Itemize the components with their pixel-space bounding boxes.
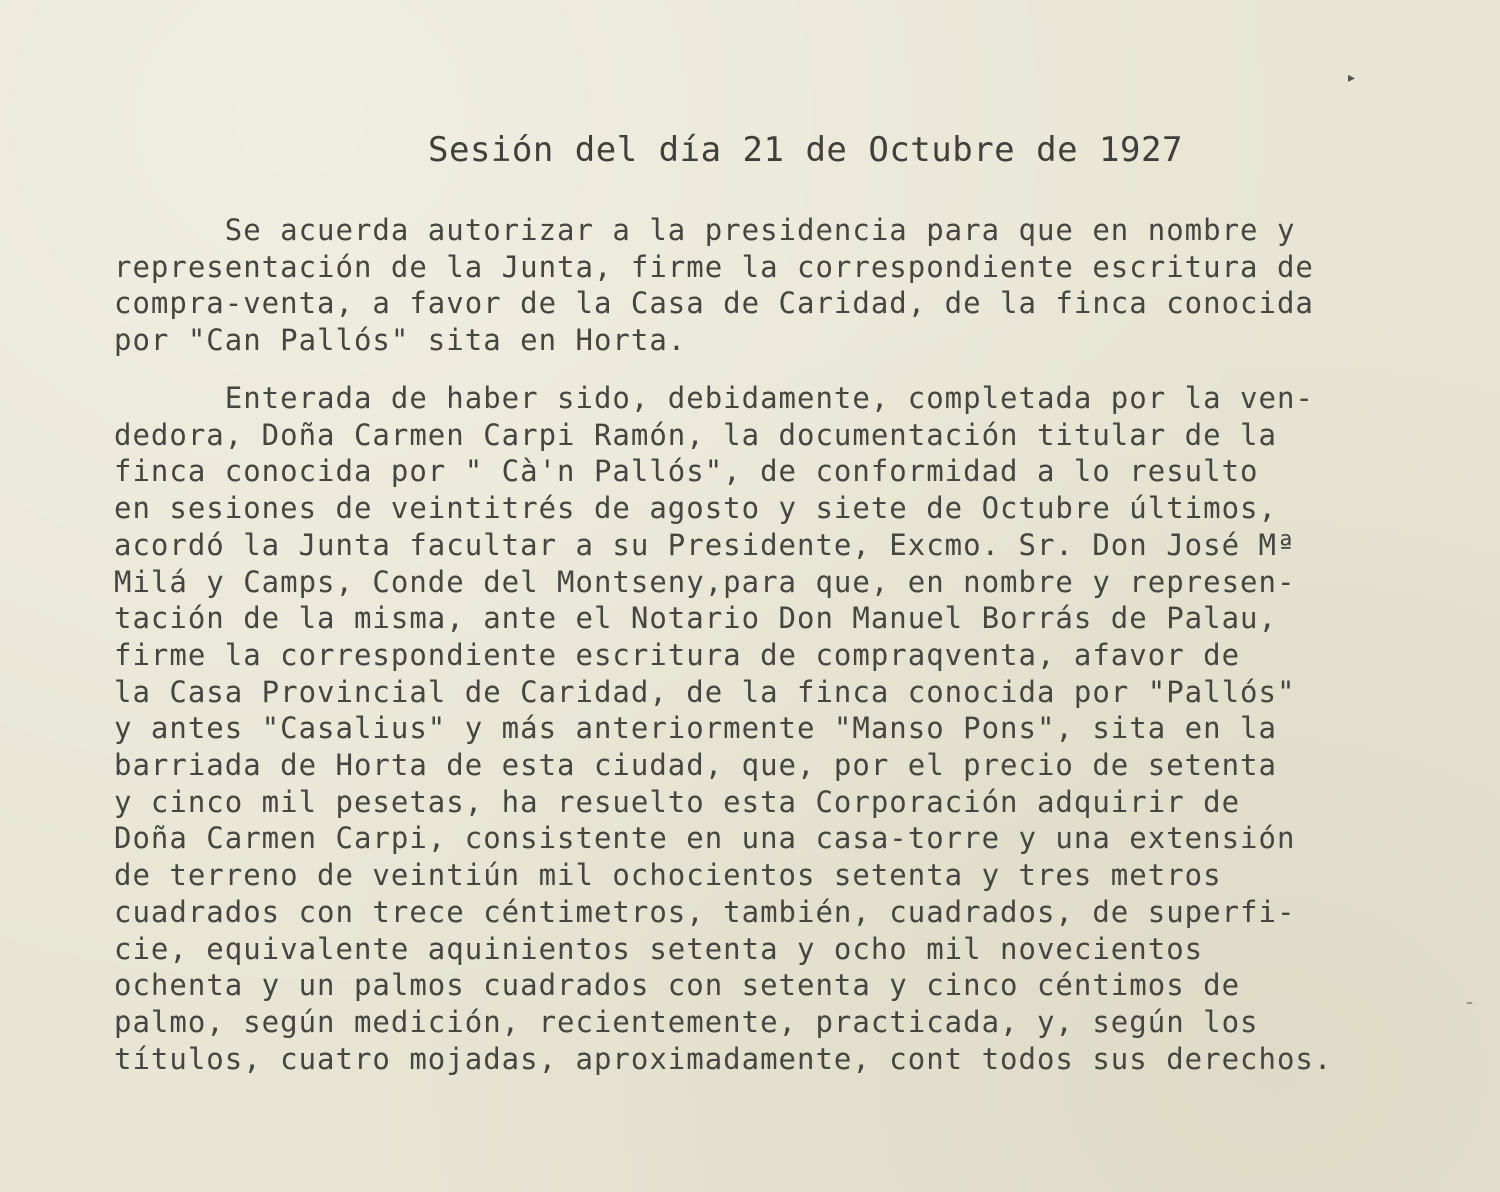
text-line: Doña Carmen Carpi, consistente en una casa-torre y una extensión bbox=[114, 821, 1296, 856]
text-line: en sesiones de veintitrés de agosto y siete de Octubre últimos, bbox=[114, 491, 1277, 526]
text-line: de terreno de veintiún mil ochocientos setenta y tres metros bbox=[114, 858, 1222, 893]
text-line: por "Can Pallós" sita en Horta. bbox=[114, 323, 687, 358]
text-line: Se acuerda autorizar a la presidencia para que en nombre y bbox=[114, 213, 1296, 247]
text-line: Milá y Camps, Conde del Montseny,para que, en nombre y represen- bbox=[114, 564, 1296, 599]
text-line: títulos, cuatro mojadas, aproximadamente, cont todos sus derechos. bbox=[114, 1041, 1333, 1076]
text-line: firme la correspondiente escritura de compraqventa, afavor de bbox=[114, 637, 1241, 672]
text-line: cuadrados con trece céntimetros, también, cuadrados, de superfi- bbox=[114, 894, 1296, 929]
text-line: y antes "Casalius" y más anteriormente "Manso Pons", sita en la bbox=[114, 711, 1277, 746]
text-line: y cinco mil pesetas, ha resuelto esta Corporación adquirir de bbox=[114, 784, 1241, 819]
session-heading: Sesión del día 21 de Octubre de 1927 bbox=[428, 130, 1183, 170]
margin-mark-top-right: ▸ bbox=[1348, 70, 1356, 86]
text-line: cie, equivalente aquinientos setenta y ocho mil novecientos bbox=[114, 931, 1204, 966]
text-line: Enterada de haber sido, debidamente, completada por la ven- bbox=[114, 381, 1314, 415]
text-line: palmo, según medición, recientemente, practicada, y, según los bbox=[114, 1004, 1259, 1039]
text-line: dedora, Doña Carmen Carpi Ramón, la documentación titular de la bbox=[114, 417, 1277, 452]
text-line: acordó la Junta facultar a su Presidente, Excmo. Sr. Don José Mª bbox=[114, 527, 1296, 562]
text-line: representación de la Junta, firme la correspondiente escritura de bbox=[114, 249, 1314, 284]
text-line: finca conocida por " Cà'n Pallós", de conformidad a lo resulto bbox=[114, 454, 1259, 489]
paragraph-authorization bbox=[114, 212, 1494, 359]
margin-mark-right: – bbox=[1466, 995, 1473, 1011]
text-line: barriada de Horta de esta ciudad, que, por el precio de setenta bbox=[114, 748, 1277, 783]
text-line: tación de la misma, ante el Notario Don Manuel Borrás de Palau, bbox=[114, 601, 1277, 636]
text-line: la Casa Provincial de Caridad, de la finca conocida por "Pallós" bbox=[114, 674, 1296, 709]
text-line: ochenta y un palmos cuadrados con setenta y cinco céntimos de bbox=[114, 968, 1241, 1003]
text-line: compra-venta, a favor de la Casa de Caridad, de la finca conocida bbox=[114, 286, 1314, 321]
paragraph-purchase-details bbox=[114, 380, 1494, 1077]
